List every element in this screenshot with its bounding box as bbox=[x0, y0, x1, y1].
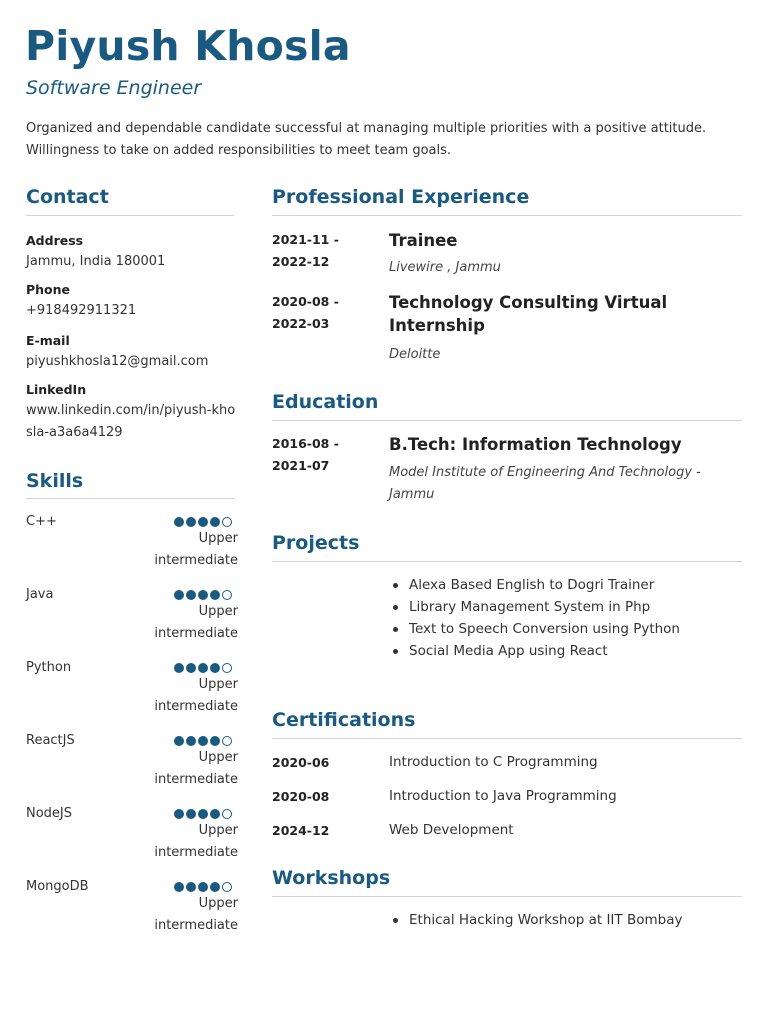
contact-value-email: piyushkhosla12@gmail.com bbox=[26, 354, 209, 369]
contact-label-linkedin: LinkedIn bbox=[26, 382, 87, 397]
rating-dot-filled bbox=[174, 517, 184, 527]
rating-dot-empty bbox=[222, 663, 232, 673]
skill-name: MongoDB bbox=[26, 879, 89, 894]
skill-level: Upper intermediate bbox=[154, 896, 238, 933]
skill-level: Upper intermediate bbox=[154, 750, 238, 787]
certification-name: Introduction to C Programming bbox=[389, 754, 598, 770]
education-title: B.Tech: Information Technology bbox=[389, 435, 682, 454]
workshops-heading: Workshops bbox=[272, 867, 391, 889]
rating-dot-filled bbox=[186, 882, 196, 892]
skills-divider bbox=[26, 498, 234, 499]
rating-dot-filled bbox=[174, 590, 184, 600]
rating-dot-filled bbox=[210, 590, 220, 600]
experience-date: 2020-08 - 2022-03 bbox=[272, 294, 339, 331]
contact-value-address: Jammu, India 180001 bbox=[26, 254, 166, 269]
skill-rating bbox=[174, 663, 232, 673]
certification-name: Web Development bbox=[389, 822, 514, 838]
rating-dot-filled bbox=[210, 882, 220, 892]
experience-org: Deloitte bbox=[389, 347, 441, 362]
experience-divider bbox=[272, 215, 742, 216]
rating-dot-filled bbox=[198, 663, 208, 673]
rating-dot-filled bbox=[210, 736, 220, 746]
education-divider bbox=[272, 420, 742, 421]
skill-level: Upper intermediate bbox=[154, 677, 238, 714]
education-date: 2016-08 - 2021-07 bbox=[272, 436, 339, 473]
rating-dot-empty bbox=[222, 590, 232, 600]
experience-heading: Professional Experience bbox=[272, 186, 530, 208]
skill-rating bbox=[174, 736, 232, 746]
candidate-role: Software Engineer bbox=[26, 77, 202, 99]
rating-dot-filled bbox=[198, 882, 208, 892]
rating-dot-filled bbox=[198, 517, 208, 527]
contact-label-phone: Phone bbox=[26, 282, 71, 297]
rating-dot-filled bbox=[198, 736, 208, 746]
contact-label-email: E-mail bbox=[26, 333, 70, 348]
list-item: Social Media App using React bbox=[389, 640, 680, 662]
skill-rating bbox=[174, 882, 232, 892]
experience-title: Technology Consulting Virtual Internship bbox=[389, 293, 668, 335]
skill-name: C++ bbox=[26, 514, 57, 529]
skill-level: Upper intermediate bbox=[154, 823, 238, 860]
certification-date: 2024-12 bbox=[272, 823, 330, 838]
rating-dot-filled bbox=[186, 736, 196, 746]
education-heading: Education bbox=[272, 391, 379, 413]
projects-divider bbox=[272, 561, 742, 562]
rating-dot-filled bbox=[186, 809, 196, 819]
experience-date: 2021-11 - 2022-12 bbox=[272, 232, 339, 269]
skill-rating bbox=[174, 517, 232, 527]
rating-dot-filled bbox=[186, 663, 196, 673]
contact-value-phone: +918492911321 bbox=[26, 303, 137, 318]
rating-dot-filled bbox=[186, 590, 196, 600]
summary-text: Organized and dependable candidate successful at managing multiple priorities with a positive attitude. Willingness to take on added responsibilities to meet team goals. bbox=[26, 121, 707, 158]
candidate-name: Piyush Khosla bbox=[25, 22, 351, 70]
rating-dot-empty bbox=[222, 882, 232, 892]
rating-dot-filled bbox=[174, 736, 184, 746]
certifications-heading: Certifications bbox=[272, 709, 416, 731]
list-item: Library Management System in Php bbox=[389, 596, 680, 618]
contact-value-linkedin: www.linkedin.com/in/piyush-khosla-a3a6a4129 bbox=[26, 403, 236, 440]
rating-dot-empty bbox=[222, 736, 232, 746]
workshops-list bbox=[389, 909, 682, 931]
experience-title: Trainee bbox=[389, 231, 458, 250]
rating-dot-filled bbox=[198, 590, 208, 600]
skill-rating bbox=[174, 809, 232, 819]
skill-name: NodeJS bbox=[26, 806, 73, 821]
certification-date: 2020-06 bbox=[272, 755, 330, 770]
education-institution: Model Institute of Engineering And Technology - Jammu bbox=[389, 465, 701, 502]
rating-dot-filled bbox=[210, 809, 220, 819]
workshops-divider bbox=[272, 896, 742, 897]
skill-level: Upper intermediate bbox=[154, 531, 238, 568]
list-item: Ethical Hacking Workshop at IIT Bombay bbox=[389, 909, 682, 931]
rating-dot-filled bbox=[186, 517, 196, 527]
contact-label-address: Address bbox=[26, 233, 84, 248]
certification-date: 2020-08 bbox=[272, 789, 330, 804]
experience-org: Livewire , Jammu bbox=[389, 260, 501, 275]
projects-list bbox=[389, 574, 680, 662]
rating-dot-empty bbox=[222, 517, 232, 527]
contact-divider bbox=[26, 215, 234, 216]
skill-name: Java bbox=[26, 587, 54, 602]
skill-level: Upper intermediate bbox=[154, 604, 238, 641]
rating-dot-filled bbox=[174, 809, 184, 819]
rating-dot-filled bbox=[210, 663, 220, 673]
skill-rating bbox=[174, 590, 232, 600]
list-item: Text to Speech Conversion using Python bbox=[389, 618, 680, 640]
skill-name: ReactJS bbox=[26, 733, 75, 748]
rating-dot-filled bbox=[174, 663, 184, 673]
rating-dot-empty bbox=[222, 809, 232, 819]
list-item: Alexa Based English to Dogri Trainer bbox=[389, 574, 680, 596]
skill-name: Python bbox=[26, 660, 72, 675]
projects-heading: Projects bbox=[272, 532, 360, 554]
certification-name: Introduction to Java Programming bbox=[389, 788, 617, 804]
contact-heading: Contact bbox=[26, 186, 109, 208]
rating-dot-filled bbox=[210, 517, 220, 527]
rating-dot-filled bbox=[198, 809, 208, 819]
skills-heading: Skills bbox=[26, 470, 84, 492]
rating-dot-filled bbox=[174, 882, 184, 892]
certifications-divider bbox=[272, 738, 742, 739]
